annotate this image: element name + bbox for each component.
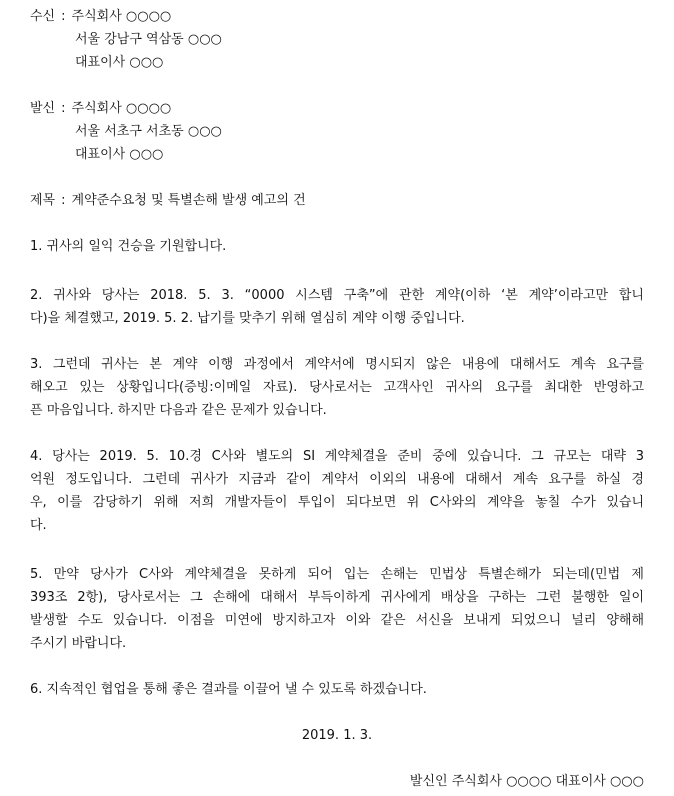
paragraph-3-line-3: 픈 마음입니다. 하지만 다음과 같은 문제가 있습니다. [30,403,327,418]
letter-date: 2019. 1. 3. [301,728,373,743]
sender-ceo: 대표이사 ○○○ [75,147,164,162]
recipient-ceo: 대표이사 ○○○ [75,55,164,70]
sender-colon: : [61,101,66,116]
paragraph-4-line-2: 억원 정도입니다. 그런데 귀사가 지금과 같이 계약서 이외의 내용에 대해서 계속 요구를 하실 경 [30,472,644,487]
paragraph-3-line-2: 해오고 있는 상황입니다(증빙:이메일 자료). 당사로서는 고객사인 귀사의 요구를 최대한 반영하고 [30,380,644,395]
recipient-colon: : [61,9,66,24]
sender-line [30,100,171,118]
subject-line [30,192,306,210]
recipient-address: 서울 강남구 역삼동 ○○○ [75,32,222,47]
paragraph-6-line-1: 6. 지속적인 협업을 통해 좋은 결과를 이끌어 낼 수 있도록 하겠습니다. [30,682,427,697]
recipient-label: 수신 [30,9,56,24]
paragraph-5-line-1: 5. 만약 당사가 C사와 계약체결을 못하게 되어 입는 손해는 민법상 특별손해가 되는데(민법 제 [30,567,644,582]
sender-address: 서울 서초구 서초동 ○○○ [75,124,222,139]
paragraph-5-line-4: 주시기 바랍니다. [30,636,127,651]
signature-line: 발신인 주식회사 ○○○○ 대표이사 ○○○ [409,774,644,789]
recipient-line [30,8,171,26]
paragraph-4-line-4: 다. [30,518,47,533]
recipient-company: 주식회사 ○○○○ [71,9,172,24]
sender-company: 주식회사 ○○○○ [71,101,172,116]
paragraph-1-line-1: 1. 귀사의 일익 건승을 기원합니다. [30,239,227,254]
paragraph-5-line-3: 발생할 수도 있습니다. 이점을 미연에 방지하고자 이와 같은 서신을 보내게 되었으니 널리 양해해 [30,613,644,628]
paragraph-4-line-1: 4. 당사는 2019. 5. 10.경 C사와 별도의 SI 계약체결을 준비 중에 있습니다. 그 규모는 대략 3 [30,449,644,464]
subject-label: 제목 [30,193,56,208]
subject-colon: : [61,193,66,208]
paragraph-2-line-2: 다)을 체결했고, 2019. 5. 2. 납기를 맞추기 위해 열심히 계약 이행 중입니다. [30,311,465,326]
sender-label: 발신 [30,101,56,116]
paragraph-2-line-1: 2. 귀사와 당사는 2018. 5. 3. “0000 시스템 구축”에 관한 계약(이하 ‘본 계약’이라고만 합니 [30,288,644,303]
paragraph-4-line-3: 우, 이를 감당하기 위해 저희 개발자들이 투입이 되다보면 위 C사와의 계약을 놓칠 수가 있습니 [30,495,644,510]
paragraph-3-line-1: 3. 그런데 귀사는 본 계약 이행 과정에서 계약서에 명시되지 않은 내용에 대해서도 계속 요구를 [30,357,644,372]
subject-text: 계약준수요청 및 특별손해 발생 예고의 건 [71,193,306,208]
paragraph-5-line-2: 393조 2항), 당사로서는 그 손해에 대해서 부득이하게 귀사에게 배상을 구하는 그런 불행한 일이 [30,590,644,605]
